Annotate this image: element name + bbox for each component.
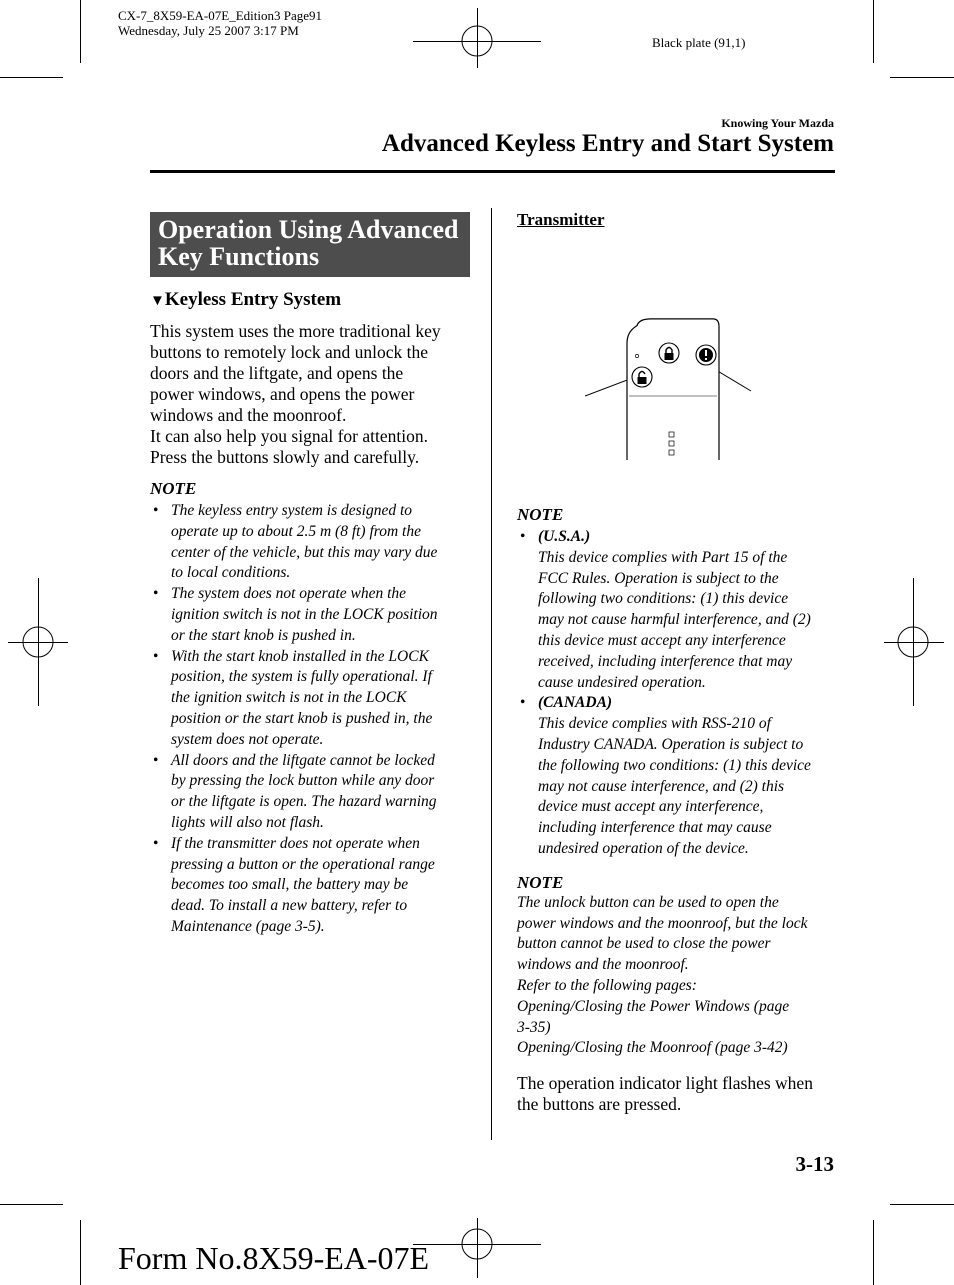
note-line: 3-35) [517, 1018, 551, 1036]
note-line: ignition switch is not in the LOCK position [171, 605, 438, 623]
transmitter-title: Transmitter [517, 210, 605, 229]
note-item-usa [517, 527, 837, 693]
note-line: this device must accept any interference [538, 631, 786, 649]
note-line: button cannot be used to close the power [517, 935, 771, 953]
note-line: position, the system is fully operational. If [171, 668, 432, 686]
bullet: • [153, 502, 159, 519]
body-text [150, 321, 470, 468]
note-line: becomes too small, the battery may be [171, 876, 409, 894]
column-divider [491, 208, 492, 1140]
subheading [150, 289, 470, 311]
note-line: may not cause harmful interference, and (2) [538, 611, 811, 629]
form-number: Form No.8X59-EA-07E [118, 1240, 430, 1276]
body-text [517, 1073, 837, 1115]
note-line: windows and the moonroof. [517, 956, 689, 974]
note-item [150, 501, 470, 584]
note-line: This device complies with RSS-210 of [538, 715, 771, 733]
note-line: cause undesired operation. [538, 673, 706, 691]
note-line: position or the start knob is pushed in, the [171, 709, 433, 727]
note-line: With the start knob installed in the LOCK [171, 647, 429, 665]
note-line: or the start knob is pushed in. [171, 626, 356, 644]
left-column [150, 212, 470, 938]
note-line: The unlock button can be used to open the [517, 893, 779, 911]
note-line: may not cause interference, and (2) this [538, 777, 785, 795]
body-line: This system uses the more traditional key [150, 321, 441, 341]
note-line: Refer to the following pages: [517, 976, 697, 994]
body-line: doors and the liftgate, and opens the [150, 363, 404, 383]
note-line: received, including interference that may [538, 652, 793, 670]
note-line: the following two conditions: (1) this device [538, 756, 811, 774]
note-title: NOTE [150, 479, 197, 498]
page-number: 3-13 [795, 1152, 834, 1176]
bullet: • [153, 647, 159, 665]
print-info [118, 8, 322, 38]
body-line: It can also help you signal for attention. [150, 426, 428, 446]
note-line: dead. To install a new battery, refer to [171, 897, 408, 915]
bullet: • [520, 528, 526, 545]
plate-info: Black plate (91,1) [652, 35, 746, 50]
note-line: including interference that may cause [538, 819, 772, 837]
note-line: undesired operation of the device. [538, 839, 749, 857]
note-line: power windows and the moonroof, but the lock [517, 914, 808, 932]
note-line: device must accept any interference, [538, 798, 764, 816]
note-title: NOTE [517, 872, 564, 892]
body-line: The operation indicator light flashes when [517, 1073, 813, 1094]
bullet: • [520, 694, 526, 712]
bullet: • [153, 834, 159, 852]
note-line: This device complies with Part 15 of the [538, 548, 788, 566]
note-line: the ignition switch is not in the LOCK [171, 689, 407, 707]
note-line: Industry CANADA. Operation is subject to [538, 735, 804, 753]
right-column [517, 210, 837, 1115]
bullet: • [153, 585, 159, 603]
note-line: or the liftgate is open. The hazard warning [171, 793, 437, 811]
note-line: system does not operate. [171, 730, 324, 748]
transmitter-illustration [585, 270, 765, 460]
header-rule [150, 170, 835, 173]
note-line: Opening/Closing the Moonroof (page 3-42) [517, 1039, 788, 1057]
note-list [150, 501, 470, 938]
print-info-file: CX-7_8X59-EA-07E_Edition3 Page91 [118, 8, 323, 23]
body-line: buttons to remotely lock and unlock the [150, 342, 429, 362]
section-heading-line1: Operation Using Advanced [158, 215, 459, 244]
note-line: following two conditions: (1) this device [538, 590, 789, 608]
note-line: The system does not operate when the [171, 585, 407, 603]
triangle-marker-icon: ▼ [150, 293, 165, 309]
section-heading-line2: Key Functions [158, 242, 320, 271]
note-line: Maintenance (page 3-5). [171, 917, 325, 935]
section-label: Knowing Your Mazda [721, 116, 834, 130]
note-line: Opening/Closing the Power Windows (page [517, 997, 790, 1015]
note-item-heading: (CANADA) [538, 694, 613, 712]
note-line: FCC Rules. Operation is subject to the [538, 569, 779, 587]
note-line: If the transmitter does not operate when [171, 834, 420, 852]
note-item [150, 834, 470, 938]
note-line: center of the vehicle, but this may vary due [171, 543, 438, 561]
note-title: NOTE [517, 505, 564, 524]
note-line: by pressing the lock button while any door [171, 772, 435, 790]
note-item [150, 751, 470, 834]
body-line: Press the buttons slowly and carefully. [150, 447, 420, 467]
body-line: windows and the moonroof. [150, 405, 347, 425]
print-info-date: Wednesday, July 25 2007 3:17 PM [118, 23, 299, 38]
note-item-heading: (U.S.A.) [538, 528, 591, 545]
note-item [150, 647, 470, 751]
body-line: power windows, and opens the power [150, 384, 415, 404]
note-item-canada [517, 693, 837, 859]
note-line: to local conditions. [171, 564, 291, 582]
page-title: Advanced Keyless Entry and Start System [381, 130, 834, 157]
note-line: pressing a button or the operational range [171, 855, 435, 873]
note-item [150, 584, 470, 646]
note-line: The keyless entry system is designed to [171, 502, 413, 519]
subheading-text: Keyless Entry System [164, 289, 342, 310]
note-line: All doors and the liftgate cannot be locked [171, 751, 435, 769]
note-paragraph [517, 893, 837, 1059]
note-line: operate up to about 2.5 m (8 ft) from the [171, 522, 421, 540]
section-heading [150, 212, 470, 277]
note-list [517, 527, 837, 860]
bullet: • [153, 751, 159, 769]
body-line: the buttons are pressed. [517, 1094, 682, 1115]
note-line: lights will also not flash. [171, 813, 324, 831]
